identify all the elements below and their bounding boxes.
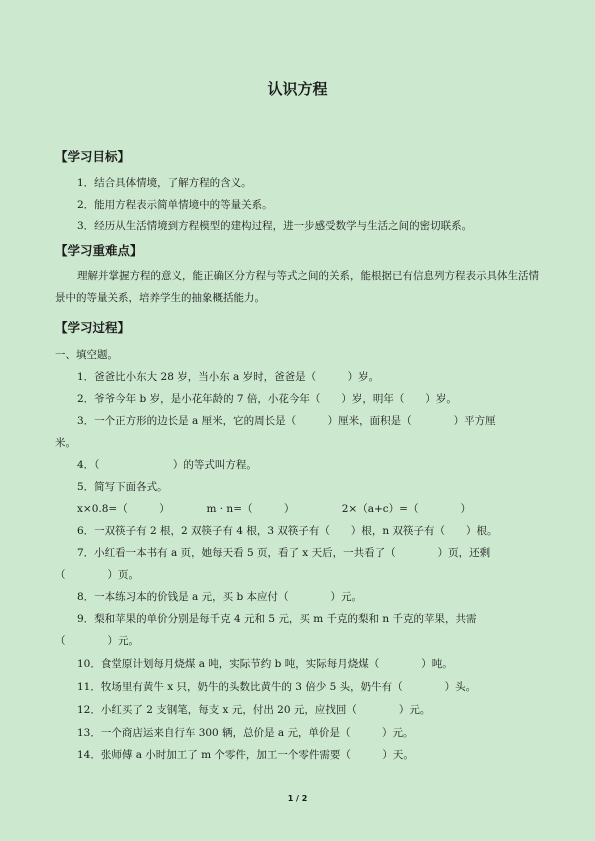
question-7-cont: （ ）页。: [55, 569, 139, 581]
question-12: 12．小红买了 2 支钢笔，每支 x 元，付出 20 元，应找回（ ）元。: [77, 704, 431, 716]
heading-goals: 【学习目标】: [55, 149, 131, 164]
page-number: 1 / 2: [287, 794, 308, 803]
key-points-paragraph: 理解并掌握方程的意义，能正确区分方程与等式之间的关系，能根据已有信息列方程表示具体生活情景中的等量关系，培养学生的抽象概括能力。: [55, 270, 539, 304]
goal-item: 3．经历从生活情境到方程模型的建构过程，进一步感受数学与生活之间的密切联系。: [77, 220, 473, 232]
goal-item: 2．能用方程表示简单情境中的等量关系。: [77, 199, 273, 211]
goal-item: 1．结合具体情境，了解方程的含义。: [77, 177, 252, 189]
question-14: 14．张师傅 a 小时加工了 m 个零件，加工一个零件需要（ ）天。: [77, 749, 414, 761]
question-2: 2．爷爷今年 b 岁，是小花年龄的 7 倍，小花今年（ ）岁，明年（ ）岁。: [77, 393, 457, 405]
question-13: 13．一个商店运来自行车 300 辆，总价是 a 元，单价是（ ）元。: [77, 727, 414, 739]
question-3-cont: 米。: [55, 437, 76, 449]
heading-key-points: 【学习重难点】: [55, 243, 143, 258]
part-one-label: 一、填空题。: [55, 349, 118, 361]
question-1: 1．爸爸比小东大 28 岁，当小东 a 岁时，爸爸是（ ）岁。: [77, 371, 380, 383]
page-title: 认识方程: [267, 80, 328, 98]
question-8: 8．一本练习本的价钱是 a 元，买 b 本应付（ ）元。: [77, 591, 363, 603]
question-7: 7．小红看一本书有 a 页，她每天看 5 页，看了 x 天后，一共看了（ ）页，还剩: [77, 547, 491, 559]
question-9: 9．梨和苹果的单价分别是每千克 4 元和 5 元，买 m 千克的梨和 n 千克的苹果，共需: [77, 613, 477, 625]
question-4: 4．（ ）的等式叫方程。: [77, 459, 257, 471]
heading-process: 【学习过程】: [55, 320, 131, 335]
question-5: 5．简写下面各式。: [77, 481, 168, 493]
question-6: 6．一双筷子有 2 根，2 双筷子有 4 根，3 双筷子有（ ）根，n 双筷子有（ ）根。: [77, 525, 498, 537]
question-9-cont: （ ）元。: [55, 635, 139, 647]
question-11: 11．牧场里有黄牛 x 只，奶牛的头数比黄牛的 3 倍少 5 头，奶牛有（ ）头。: [77, 681, 477, 693]
question-10: 10．食堂原计划每月烧煤 a 吨，实际节约 b 吨，实际每月烧煤（ ）吨。: [77, 658, 453, 670]
question-5-expressions: x×0.8=（ ） m · n=（ ） 2×（a+c）=（ ）: [77, 503, 471, 515]
question-3: 3．一个正方形的边长是 a 厘米，它的周长是（ ）厘米，面积是（ ）平方厘: [77, 415, 496, 427]
